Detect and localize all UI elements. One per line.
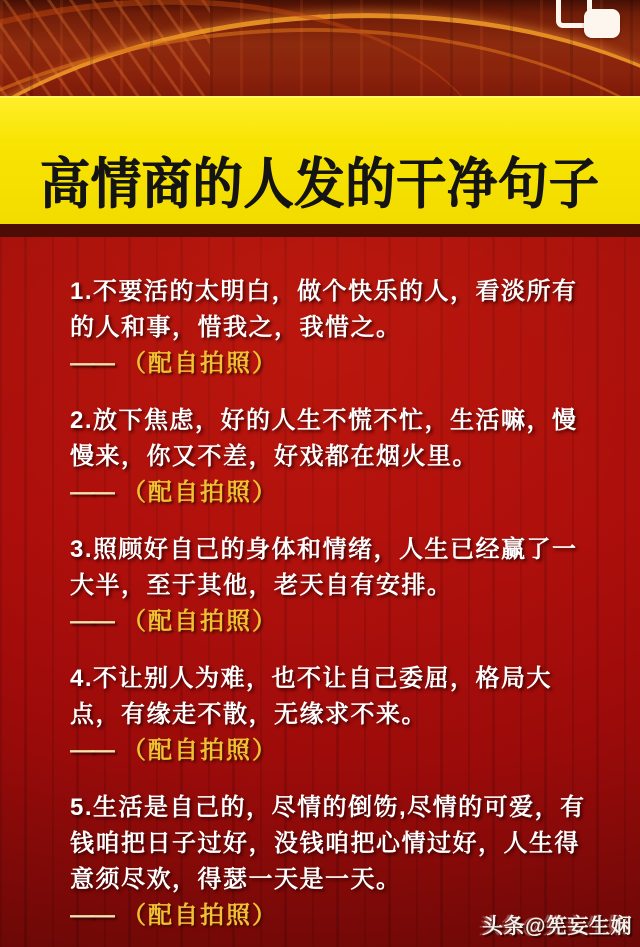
decorative-arc [0,0,640,97]
gallery-front-frame [584,9,620,38]
quote-block [70,532,598,640]
multi-image-icon[interactable] [562,0,624,48]
source-dashes: —— [70,350,112,377]
title-banner [0,96,640,237]
quote-block [70,403,598,511]
poster-title: 高情商的人发的干净句子 [40,154,600,216]
quote-text: 3.照顾好自己的身体和情绪，人生已经赢了一大半，至于其他，老天自有安排。 [70,536,578,599]
quote-text: 1.不要活的太明白，做个快乐的人，看淡所有的人和事，惜我之，我惜之。 [70,278,578,341]
watermark: 头条@筅妄生娴 [482,915,632,938]
quote-text: 2.放下焦虑，好的人生不慌不忙，生活嘛，慢慢来，你又不差，好戏都在烟火里。 [70,407,578,470]
source-dashes: —— [70,479,112,506]
decorative-arc [0,0,526,97]
source-dashes: —— [70,737,112,764]
source-label: （配自拍照） [122,608,278,635]
source-label: （配自拍照） [122,737,278,764]
top-decorative-band [0,0,640,97]
source-dashes: —— [70,902,112,929]
quote-text: 5.生活是自己的，尽情的倒饬,尽情的可爱，有钱咱把日子过好，没钱咱把心情过好，人生得意须尽欢，得瑟一天是一天。 [70,794,586,893]
quote-source [70,733,598,769]
source-dashes: —— [70,608,112,635]
quote-list [70,274,598,947]
quote-block [70,274,598,382]
source-label: （配自拍照） [122,350,278,377]
quote-block [70,661,598,769]
quote-source [70,346,598,382]
source-label: （配自拍照） [122,902,278,929]
quote-source [70,475,598,511]
quote-text: 4.不让别人为难，也不让自己委屈，格局大点，有缘走不散，无缘求不来。 [70,665,553,728]
decorative-arc [0,0,640,97]
source-label: （配自拍照） [122,479,278,506]
quote-source [70,604,598,640]
